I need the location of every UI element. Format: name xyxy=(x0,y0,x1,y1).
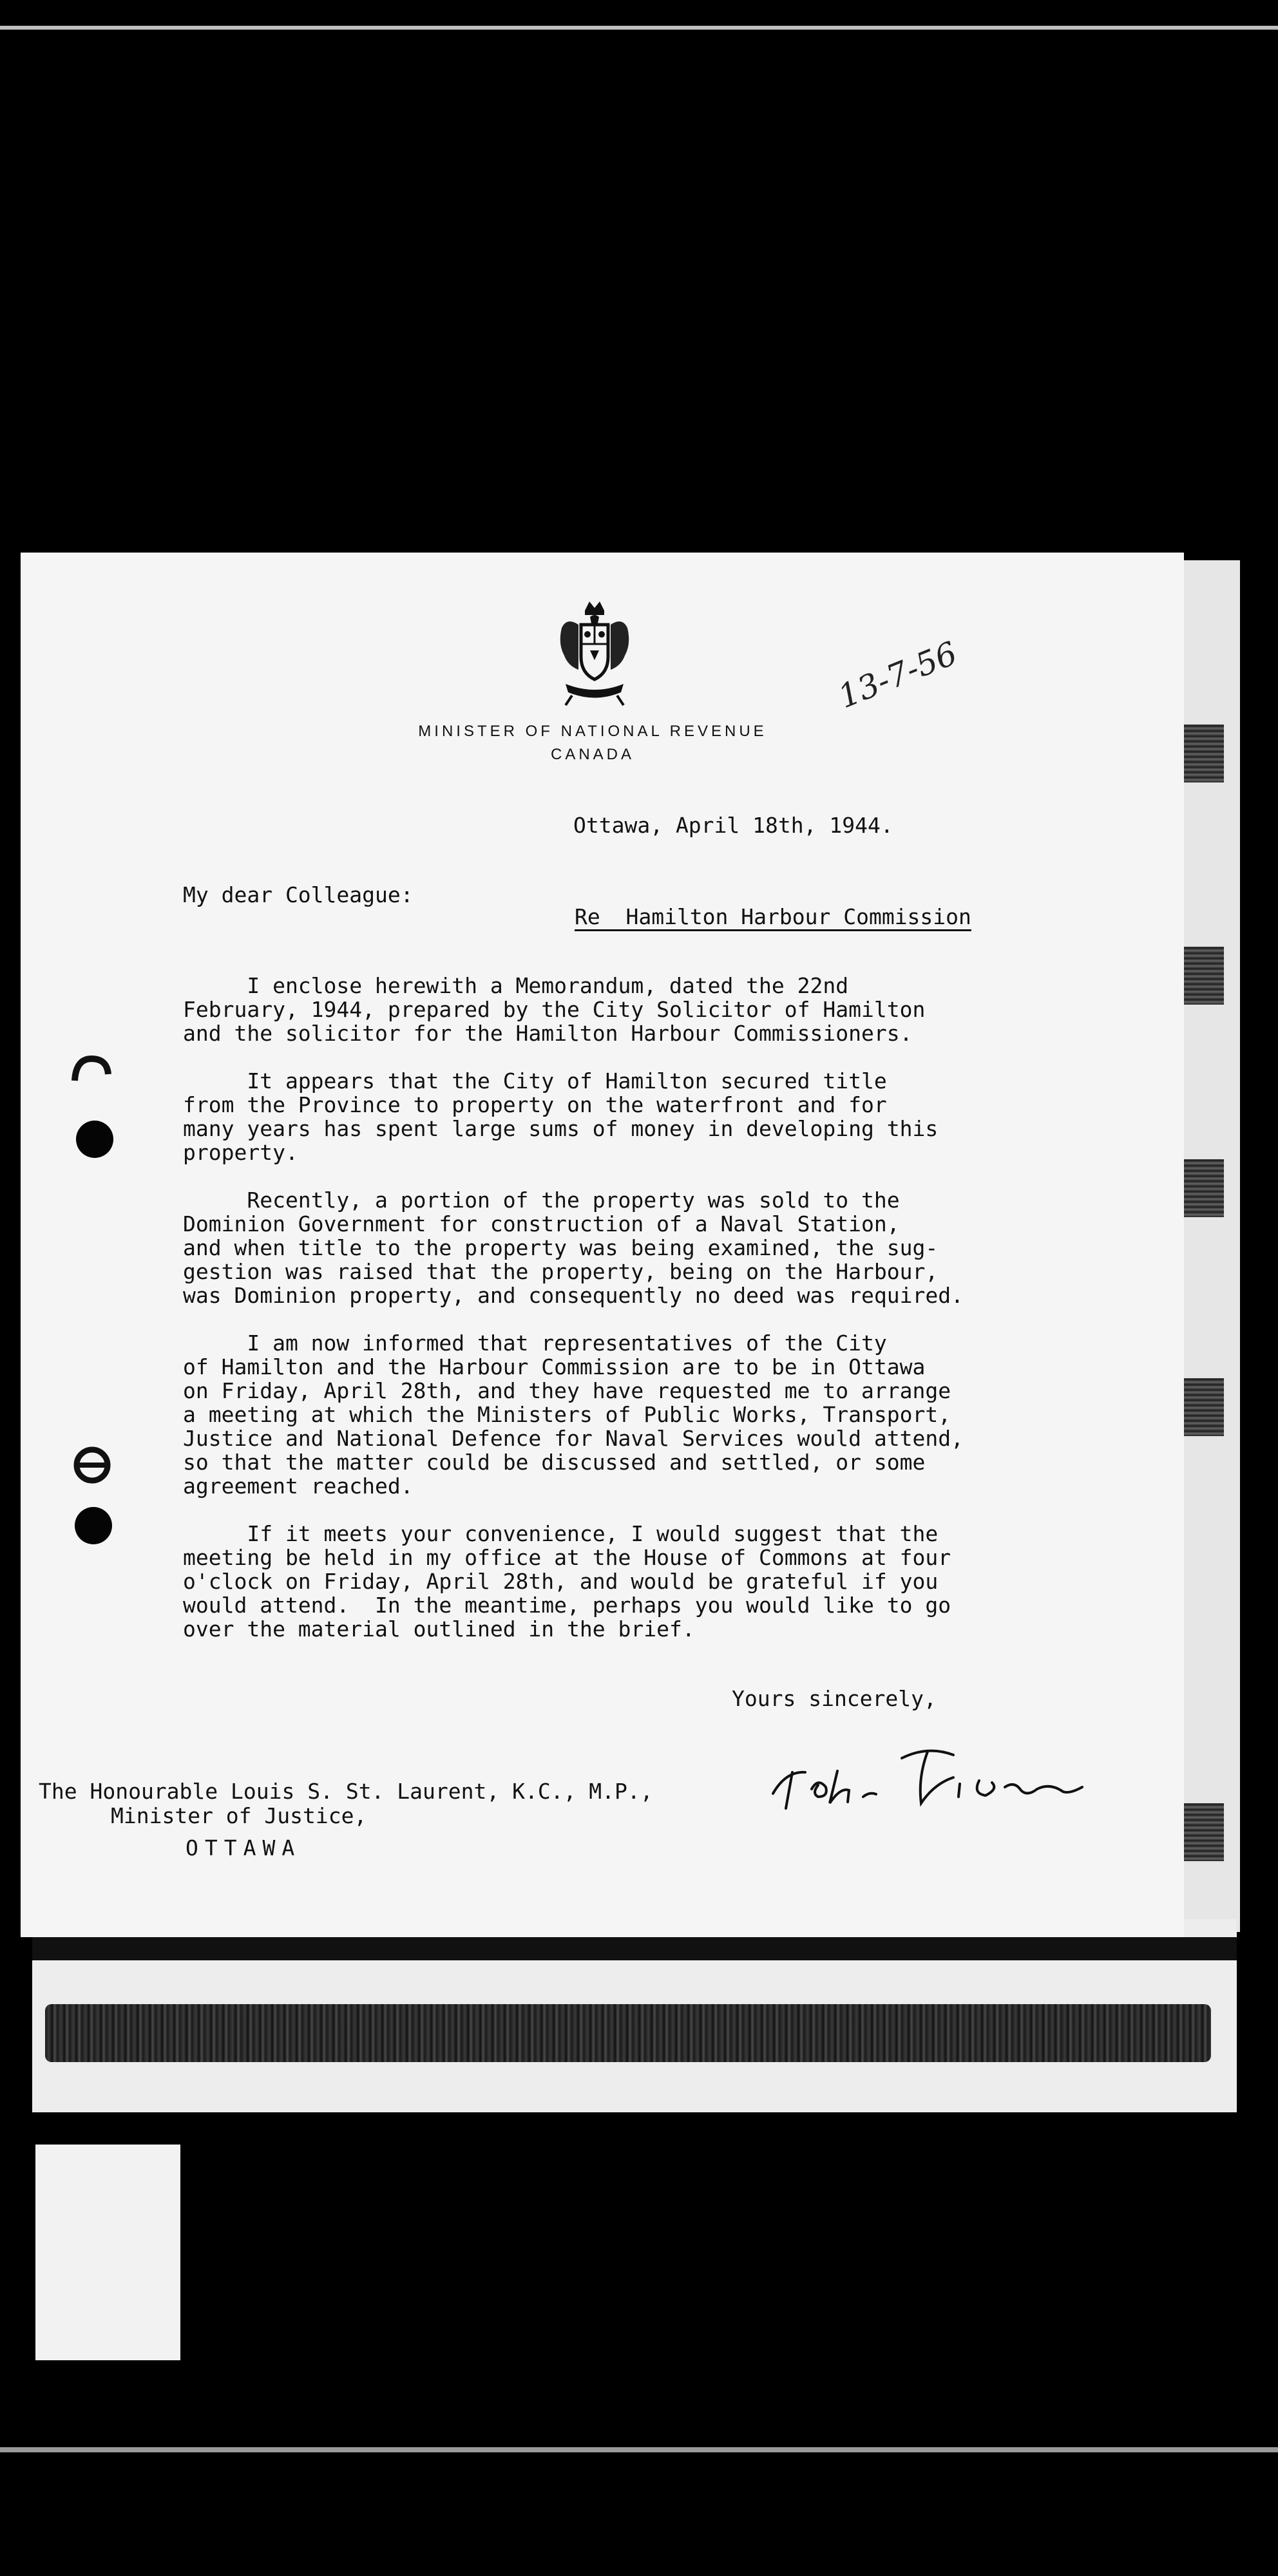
partial-punch-hole xyxy=(71,1055,112,1083)
underlying-sheet xyxy=(32,1919,1237,2112)
body-line: and the solicitor for the Hamilton Harbour Commissioners. xyxy=(183,1021,913,1046)
body-line: would attend. In the meantime, perhaps you would like to go xyxy=(183,1593,951,1618)
addressee-title: Minister of Justice, xyxy=(111,1803,367,1828)
addressee-name: The Honourable Louis S. St. Laurent, K.C., M.P., xyxy=(39,1779,653,1804)
body-line: I am now informed that representatives of the City xyxy=(183,1331,887,1356)
body-line: It appears that the City of Hamilton secured title xyxy=(183,1068,887,1094)
body-line: of Hamilton and the Harbour Commission are to be in Ottawa xyxy=(183,1354,926,1379)
partial-punch-hole xyxy=(72,1445,112,1485)
body-line: I enclose herewith a Memorandum, dated the 22nd xyxy=(183,973,849,998)
body-line: many years has spent large sums of money in developing this xyxy=(183,1116,939,1141)
body-line: was Dominion property, and consequently no deed was required. xyxy=(183,1283,964,1308)
binding-mark xyxy=(1179,1159,1224,1217)
date-line: Ottawa, April 18th, 1944. xyxy=(573,813,893,838)
salutation: My dear Colleague: xyxy=(183,882,414,907)
signature xyxy=(767,1732,1089,1816)
paper-slip xyxy=(35,2145,180,2360)
body-line: meeting be held in my office at the House of Commons at four xyxy=(183,1545,951,1570)
binding-mark xyxy=(1179,724,1224,782)
body-line: February, 1944, prepared by the City Solicitor of Hamilton xyxy=(183,997,926,1022)
scan-edge-top xyxy=(0,26,1278,30)
closing: Yours sincerely, xyxy=(732,1686,937,1711)
body-line: and when title to the property was being examined, the sug- xyxy=(183,1235,939,1260)
body-line: o'clock on Friday, April 28th, and would be grateful if you xyxy=(183,1569,939,1594)
body-line: on Friday, April 28th, and they have requested me to arrange xyxy=(183,1378,951,1403)
body-line: If it meets your convenience, I would suggest that the xyxy=(183,1521,939,1546)
handwritten-reference-text: 13-7-56 xyxy=(833,634,962,716)
underlying-sheet-shadow xyxy=(32,1937,1237,1960)
body-line: a meeting at which the Ministers of Public Works, Transport, xyxy=(183,1402,951,1427)
subject-line: Re Hamilton Harbour Commission xyxy=(575,904,971,929)
binding-mark xyxy=(1179,947,1224,1005)
letterhead-country: CANADA xyxy=(550,746,635,763)
punch-hole xyxy=(75,1507,112,1544)
body-line: gestion was raised that the property, being on the Harbour, xyxy=(183,1259,939,1284)
body-line: Dominion Government for construction of a Naval Station, xyxy=(183,1211,900,1236)
body-line: agreement reached. xyxy=(183,1473,414,1499)
punch-hole xyxy=(76,1121,113,1158)
letterhead-title: MINISTER OF NATIONAL REVENUE xyxy=(418,723,767,740)
scan-edge-bottom xyxy=(0,2447,1278,2452)
underlying-sheet-binding xyxy=(45,2004,1211,2062)
body-line: over the material outlined in the brief. xyxy=(183,1616,695,1642)
addressee-city: OTTAWA xyxy=(186,1835,301,1861)
body-line: property. xyxy=(183,1140,298,1165)
binding-mark xyxy=(1179,1378,1224,1436)
body-line: from the Province to property on the waterfront and for xyxy=(183,1092,887,1117)
handwritten-reference xyxy=(831,634,962,716)
body-line: Recently, a portion of the property was sold to the xyxy=(183,1188,900,1213)
binding-mark xyxy=(1179,1803,1224,1861)
body-line: so that the matter could be discussed and settled, or some xyxy=(183,1450,926,1475)
body-line: Justice and National Defence for Naval Services would attend, xyxy=(183,1426,964,1451)
coat-of-arms-icon xyxy=(553,599,636,712)
